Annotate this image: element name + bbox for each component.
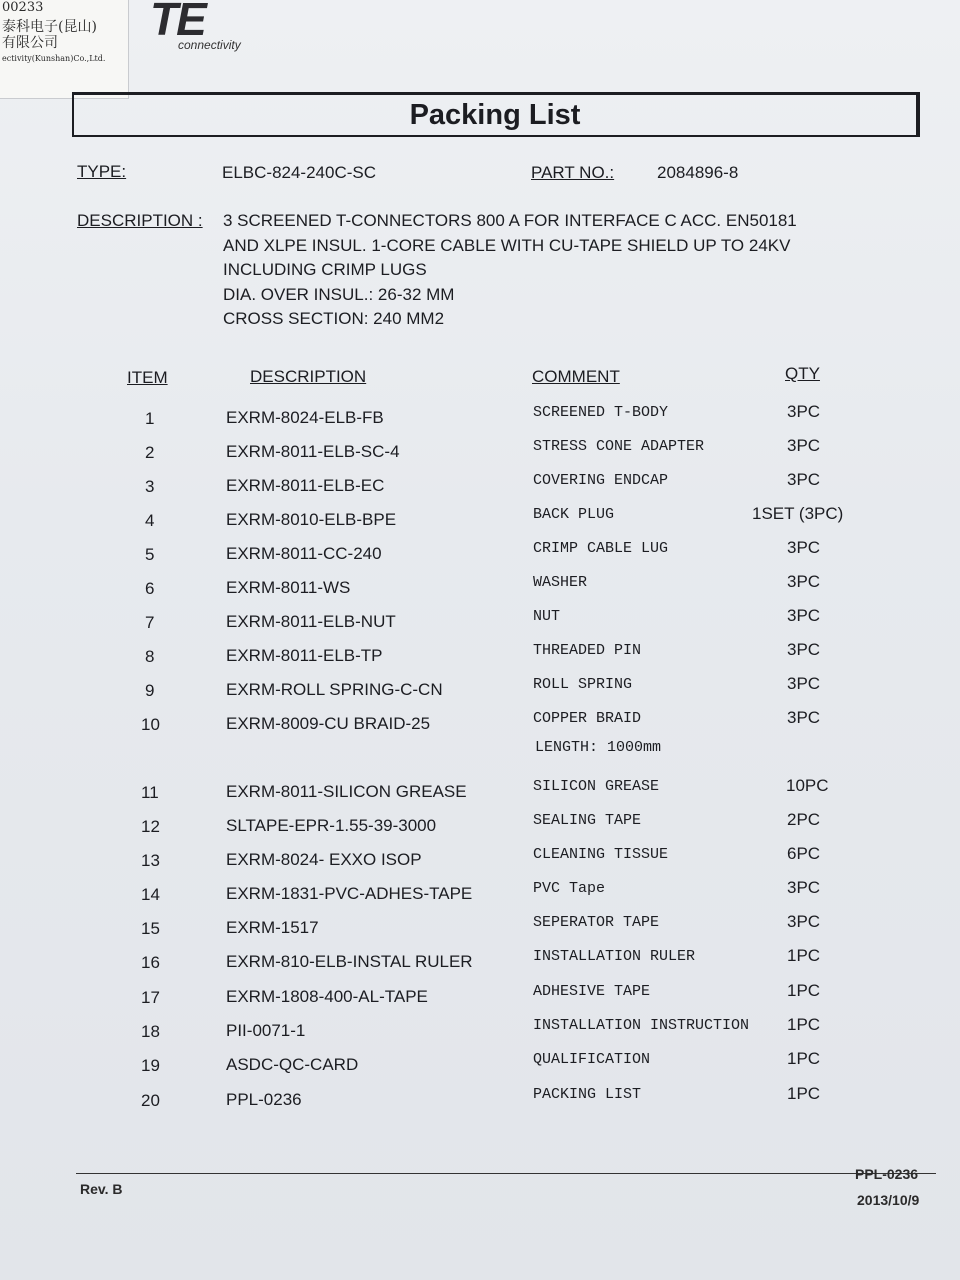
item-qty: 3PC (787, 470, 821, 489)
item-comment: CRIMP CABLE LUG (533, 540, 669, 557)
item-number: 15 (141, 919, 160, 938)
company-stamp (0, 0, 129, 99)
item-qty: 1PC (787, 1084, 821, 1103)
item-comment: ROLL SPRING (533, 676, 633, 693)
item-comment: PACKING LIST (533, 1086, 642, 1103)
logo-wordmark: connectivity (178, 38, 241, 52)
item-description: PPL-0236 (226, 1090, 302, 1109)
item-number: 7 (145, 613, 155, 632)
item-number: 5 (145, 545, 155, 564)
item-comment: WASHER (533, 574, 588, 591)
item-description: EXRM-8011-ELB-EC (226, 476, 385, 495)
item-qty: 3PC (787, 878, 821, 897)
item-comment: SCREENED T-BODY (533, 404, 669, 421)
item-description: EXRM-810-ELB-INSTAL RULER (226, 952, 473, 971)
item-qty: 10PC (786, 776, 829, 795)
item-qty: 1PC (787, 1049, 821, 1068)
item-description: EXRM-1517 (226, 918, 319, 937)
item-qty: 3PC (787, 674, 821, 693)
te-logo (130, 0, 280, 60)
item-comment: INSTALLATION RULER (533, 948, 696, 965)
item-comment: NUT (533, 608, 561, 625)
part-no-label: PART NO.: (531, 163, 615, 182)
description-line: AND XLPE INSUL. 1-CORE CABLE WITH CU-TAPE SHIELD UP TO 24KV (223, 235, 791, 255)
item-number: 2 (145, 443, 155, 462)
item-number: 12 (141, 817, 160, 836)
item-number: 6 (145, 579, 155, 598)
item-description: EXRM-1808-400-AL-TAPE (226, 987, 428, 1006)
item-qty: 3PC (787, 402, 821, 421)
item-comment: BACK PLUG (533, 506, 615, 523)
item-number: 8 (145, 647, 155, 666)
item-number: 10 (141, 715, 160, 734)
item-description: EXRM-8009-CU BRAID-25 (226, 714, 431, 733)
item-qty: 1SET (3PC) (752, 504, 844, 523)
item-description: EXRM-8011-ELB-NUT (226, 612, 396, 631)
item-qty: 2PC (787, 810, 821, 829)
description-block (223, 209, 797, 332)
item-description: PII-0071-1 (226, 1021, 306, 1040)
description-line: INCLUDING CRIMP LUGS (223, 260, 427, 279)
stamp-line-4: ectivity(Kunshan)Co.,Ltd. (2, 54, 106, 63)
item-description: EXRM-1831-PVC-ADHES-TAPE (226, 884, 473, 903)
item-description: EXRM-8011-WS (226, 578, 351, 597)
item-number: 3 (145, 477, 155, 496)
item-number: 17 (141, 988, 160, 1007)
stamp-line-2: 泰科电子(昆山) (2, 19, 97, 35)
stamp-line-3: 有限公司 (2, 35, 58, 51)
item-description: EXRM-ROLL SPRING-C-CN (226, 680, 443, 699)
part-no-value: 2084896-8 (657, 163, 739, 182)
logo-mark: TE (150, 0, 205, 45)
item-number: 14 (141, 885, 160, 904)
footer-date: 2013/10/9 (857, 1192, 920, 1208)
item-comment: QUALIFICATION (533, 1051, 651, 1068)
description-label: DESCRIPTION : (77, 211, 203, 230)
revision: Rev. B (80, 1181, 123, 1197)
item-comment: THREADED PIN (533, 642, 642, 659)
item-qty: 6PC (787, 844, 821, 863)
item-number: 18 (141, 1022, 160, 1041)
item-comment: STRESS CONE ADAPTER (533, 438, 705, 455)
item-number: 19 (141, 1056, 160, 1075)
header-comment: COMMENT (532, 367, 620, 386)
item-comment: SILICON GREASE (533, 778, 660, 795)
item-qty: 3PC (787, 606, 821, 625)
description-line: CROSS SECTION: 240 MM2 (223, 309, 445, 328)
item-qty: 3PC (787, 708, 821, 727)
stamp-line-1: 00233 (2, 0, 44, 15)
item-number: 16 (141, 953, 160, 972)
item-description: EXRM-8010-ELB-BPE (226, 510, 397, 529)
item-number: 4 (145, 511, 155, 530)
item-comment: CLEANING TISSUE (533, 846, 669, 863)
item-comment-extra: LENGTH: 1000mm (535, 739, 662, 756)
title-box (72, 92, 920, 137)
item-comment: INSTALLATION INSTRUCTION (533, 1017, 750, 1034)
footer-doc-number: PPL-0236 (855, 1166, 919, 1182)
page-title: Packing List (409, 99, 581, 131)
description-line: DIA. OVER INSUL.: 26-32 MM (223, 284, 455, 304)
type-value: ELBC-824-240C-SC (222, 163, 377, 182)
item-description: ASDC-QC-CARD (226, 1055, 359, 1074)
item-description: SLTAPE-EPR-1.55-39-3000 (226, 816, 437, 835)
item-number: 9 (145, 681, 155, 700)
item-number: 13 (141, 851, 160, 870)
description-line: 3 SCREENED T-CONNECTORS 800 A FOR INTERFACE C ACC. EN50181 (223, 211, 797, 230)
item-comment: COPPER BRAID (533, 710, 642, 727)
item-qty: 3PC (787, 436, 821, 455)
item-qty: 3PC (787, 572, 821, 591)
item-description: EXRM-8011-SILICON GREASE (226, 782, 467, 801)
type-label: TYPE: (77, 162, 127, 181)
item-comment: SEALING TAPE (533, 812, 642, 829)
item-number: 20 (141, 1091, 160, 1110)
item-comment: COVERING ENDCAP (533, 472, 669, 489)
item-qty: 1PC (787, 981, 821, 1000)
item-qty: 1PC (787, 946, 821, 965)
item-description: EXRM-8024- EXXO ISOP (226, 850, 422, 869)
item-comment: ADHESIVE TAPE (533, 983, 651, 1000)
item-description: EXRM-8011-ELB-SC-4 (226, 442, 400, 461)
header-description: DESCRIPTION (250, 367, 367, 386)
item-comment: PVC Tape (533, 880, 606, 897)
footer-rule (76, 1173, 936, 1174)
item-qty: 1PC (787, 1015, 821, 1034)
header-qty: QTY (785, 364, 820, 383)
header-item: ITEM (127, 368, 168, 387)
item-qty: 3PC (787, 912, 821, 931)
item-qty: 3PC (787, 640, 821, 659)
item-number: 1 (145, 409, 155, 428)
item-description: EXRM-8011-ELB-TP (226, 646, 383, 665)
item-number: 11 (141, 783, 159, 802)
item-description: EXRM-8024-ELB-FB (226, 408, 384, 427)
item-comment: SEPERATOR TAPE (533, 914, 660, 931)
item-qty: 3PC (787, 538, 821, 557)
item-description: EXRM-8011-CC-240 (226, 544, 382, 563)
